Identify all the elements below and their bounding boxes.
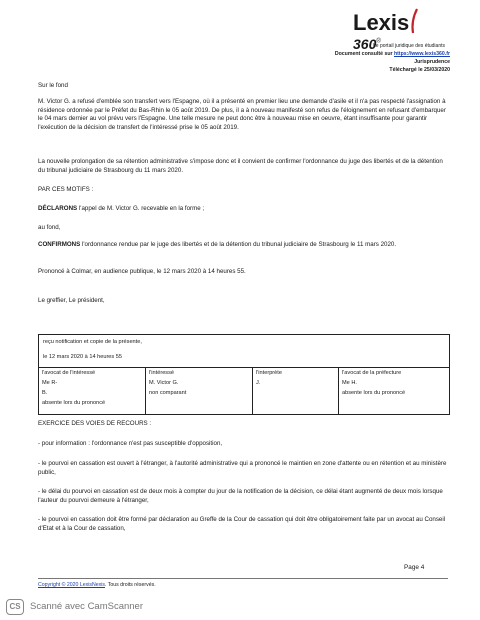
signatures-line: Le greffier, Le président, bbox=[38, 297, 105, 304]
logo-registered: ® bbox=[376, 38, 381, 45]
camscanner-icon: CS bbox=[6, 599, 24, 615]
column-line: M. Victor G. bbox=[149, 380, 179, 386]
download-date: Téléchargé le 25/03/2020 bbox=[389, 67, 450, 73]
notification-text: reçu notification et copie de la présente, bbox=[43, 339, 142, 345]
logo-suffix: 360 bbox=[353, 36, 377, 52]
notification-header bbox=[39, 335, 449, 368]
tagline: Le portail juridique des étudiants bbox=[373, 43, 445, 49]
column-line: absente lors du prononcé bbox=[42, 400, 106, 406]
doc-consulted bbox=[240, 51, 450, 58]
notification-date: le 12 mars 2020 à 14 heures 55 bbox=[43, 354, 122, 360]
column-header: l'avocat de la préfecture bbox=[342, 370, 402, 376]
doc-consulted-prefix: Document consulté sur bbox=[334, 51, 394, 57]
section-title: Sur le fond bbox=[38, 82, 68, 89]
column-avocat-prefecture bbox=[339, 368, 449, 414]
column-avocat-interesse bbox=[39, 368, 146, 414]
column-header: l'avocat de l'intéressé bbox=[42, 370, 96, 376]
recours-item-1: - pour information : l'ordonnance n'est pas susceptible d'opposition, bbox=[38, 440, 223, 447]
recours-item-3: - le délai du pourvoi en cassation est de deux mois à compter du jour de la notification de la décision, ce délai étant augmenté de deux mois lorsque l'auteur du pourvoi demeure à l'étranger, bbox=[38, 488, 443, 504]
au-fond: au fond, bbox=[38, 224, 61, 231]
logo-main-text: Lexis bbox=[353, 10, 410, 35]
column-line: non comparant bbox=[149, 390, 187, 396]
column-line: Me H. bbox=[342, 380, 357, 386]
paragraph-2: La nouvelle prolongation de sa rétention administrative s'impose donc et il convient de confirmer l'ordonnance du juge des libertés et de la détention du tribunal judiciaire de Strasbourg du 11 mars 2020. bbox=[38, 158, 443, 174]
paragraph-1: M. Victor G. a refusé d'emblée son transfert vers l'Espagne, où il a présenté en premier lieu une demande d'asile et il n'a pas respecté l'assignation à résidence ordonnée par le Préfet du Bas-Rhin le 05 août 2019. De plus, il a à nouveau manifesté son refus de l'éloignement en refusant d'embarquer le 04 mars dernier au vol prévu vers l'Espagne. Une telle mesure ne peut donc être à nouveau mise en oeuvre, étant insuffisante pour garantir l'exécution de la décision de transfert de l'intéressé prise le 05 août 2019. bbox=[38, 98, 446, 131]
column-interesse bbox=[146, 368, 253, 414]
column-line: J. bbox=[256, 380, 261, 386]
column-line: Me R- bbox=[42, 380, 58, 386]
copyright-text: . Tous droits réservés. bbox=[104, 582, 156, 588]
confirmons-keyword: CONFIRMONS bbox=[38, 241, 81, 248]
prononce-line: Prononcé à Colmar, en audience publique, le 12 mars 2020 à 14 heures 55. bbox=[38, 268, 246, 275]
footer-divider bbox=[38, 578, 448, 579]
column-interprete bbox=[253, 368, 339, 414]
confirmons-text: l'ordonnance rendue par le juge des libertés et de la détention du tribunal judiciaire de Strasbourg le 11 mars 2020. bbox=[80, 241, 397, 248]
motifs-heading: PAR CES MOTIFS : bbox=[38, 186, 94, 193]
column-line: B. bbox=[42, 390, 48, 396]
logo-swoosh-icon bbox=[409, 8, 419, 34]
recours-heading: EXERCICE DES VOIES DE RECOURS : bbox=[38, 420, 152, 427]
doc-category: Jurisprudence bbox=[414, 59, 450, 65]
declarons-line bbox=[38, 205, 450, 214]
column-header: l'intéressé bbox=[149, 370, 175, 376]
recours-item-4: - le pourvoi en cassation doit être formé par déclaration au Greffe de la Cour de cassation qui doit être obligatoirement faite par un avocat au Conseil d'Etat et à la Cour de cassation, bbox=[38, 516, 446, 532]
column-line: absente lors du prononcé bbox=[342, 390, 406, 396]
column-header: l'interprète bbox=[256, 370, 282, 376]
copyright-link[interactable]: Copyright © 2020 LexisNexis bbox=[38, 582, 105, 588]
notification-table bbox=[38, 334, 450, 415]
declarons-text: l'appel de M. Victor G. recevable en la forme ; bbox=[77, 205, 205, 212]
camscanner-label: Scanné avec CamScanner bbox=[30, 601, 144, 612]
declarons-keyword: DÉCLARONS bbox=[38, 205, 78, 212]
recours-item-2: - le pourvoi en cassation est ouvert à l'étranger, à l'autorité administrative qui a prononcé le maintien en zone d'attente ou en rétention et au ministère public, bbox=[38, 460, 447, 476]
doc-consulted-link[interactable]: https://www.lexis360.fr bbox=[393, 51, 450, 57]
confirmons-line bbox=[38, 241, 450, 250]
copyright bbox=[38, 582, 156, 588]
page-number: Page 4 bbox=[404, 564, 425, 571]
